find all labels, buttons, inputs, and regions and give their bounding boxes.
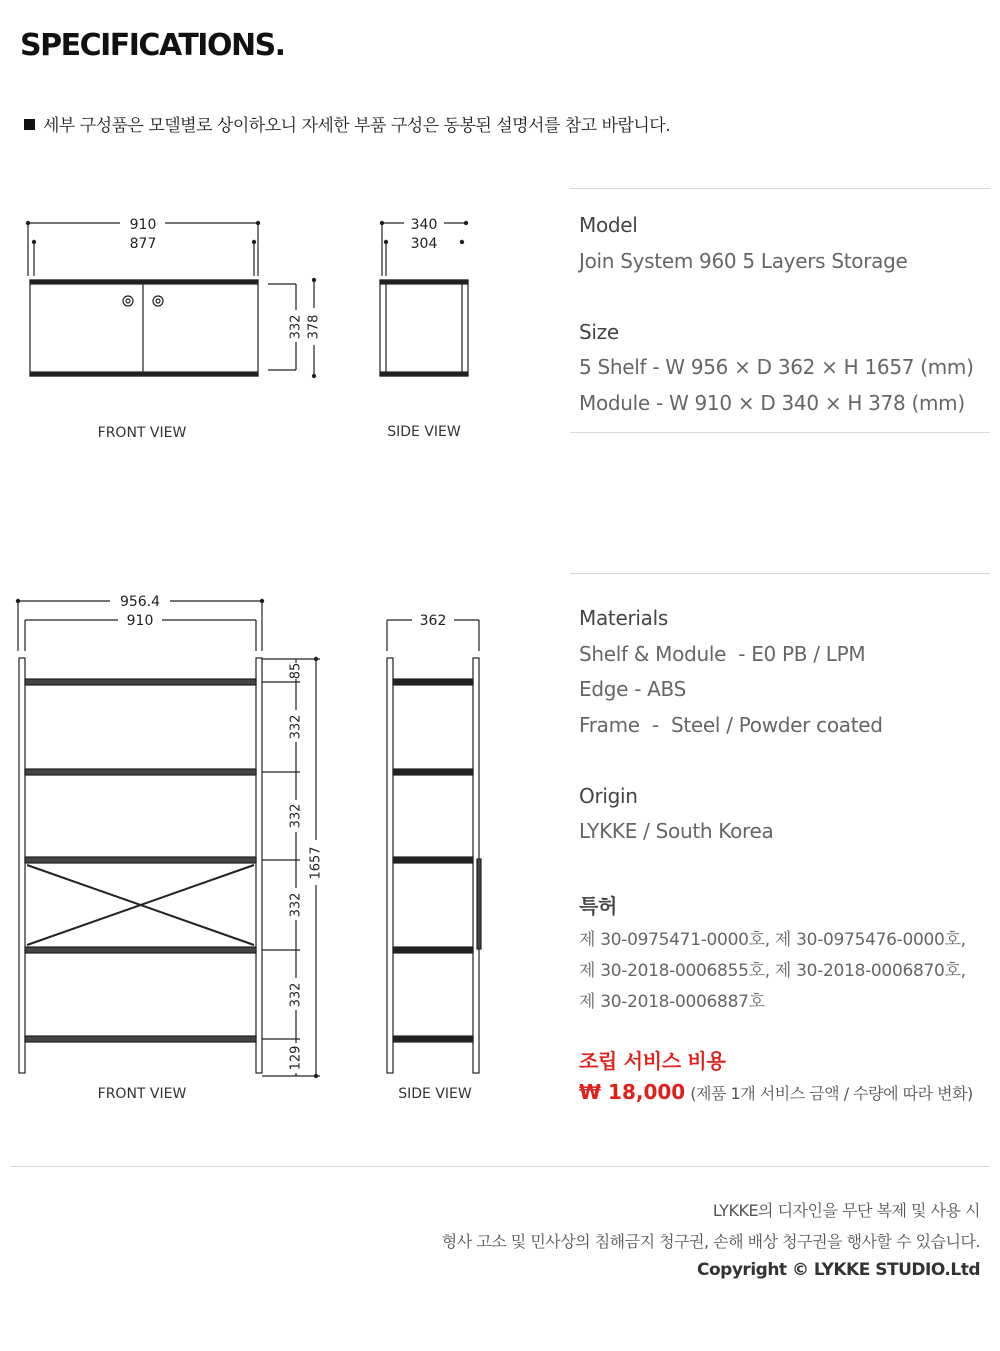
service-note: (제품 1개 서비스 금액 / 수량에 따라 변화) — [690, 1084, 973, 1103]
service-heading: 조립 서비스 비용 — [579, 1049, 726, 1073]
service-price-row — [579, 1080, 973, 1104]
dim-340: 340 — [410, 217, 438, 233]
dim-1657: 1657 — [308, 846, 324, 880]
dim-910: 910 — [126, 613, 154, 629]
dim-910: 910 — [129, 217, 157, 233]
model-heading: Model — [579, 213, 638, 237]
dim-956-4: 956.4 — [119, 594, 161, 610]
materials-line: Frame - Steel / Powder coated — [579, 713, 883, 737]
patent-line: 제 30-2018-0006855호, 제 30-2018-0006870호, — [579, 961, 966, 981]
gap-label: 332 — [288, 892, 304, 918]
patent-line: 제 30-2018-0006887호 — [579, 992, 765, 1012]
notice-text: 세부 구성품은 모델별로 상이하오니 자세한 부품 구성은 동봉된 설명서를 참고 바랍니다. — [43, 116, 671, 136]
shelf-drawing — [0, 585, 560, 1115]
patent-line: 제 30-0975471-0000호, 제 30-0975476-0000호, — [579, 930, 966, 950]
materials-line: Shelf & Module - E0 PB / LPM — [579, 642, 866, 666]
footer-line: 형사 고소 및 민사상의 침해금지 청구권, 손해 배상 청구권을 행사할 수 있습니다. — [441, 1232, 980, 1251]
divider — [570, 188, 990, 189]
bullet-square-icon — [24, 119, 35, 130]
gap-label: 332 — [288, 803, 304, 829]
dim-362: 362 — [419, 613, 447, 629]
divider — [570, 573, 990, 574]
origin-heading: Origin — [579, 784, 638, 808]
dim-877: 877 — [129, 236, 157, 252]
model-value: Join System 960 5 Layers Storage — [579, 249, 908, 273]
gap-label: 85 — [288, 662, 304, 680]
gap-label: 332 — [288, 982, 304, 1008]
size-heading: Size — [579, 320, 619, 344]
patent-heading: 특허 — [579, 894, 618, 918]
materials-heading: Materials — [579, 606, 668, 630]
size-line: 5 Shelf - W 956 × D 362 × H 1657 (mm) — [579, 355, 974, 379]
page-title: SPECIFICATIONS. — [20, 28, 285, 63]
size-line: Module - W 910 × D 340 × H 378 (mm) — [579, 391, 965, 415]
side-view-label: SIDE VIEW — [387, 424, 461, 440]
dim-304: 304 — [410, 236, 438, 252]
service-price: ₩ 18,000 — [579, 1080, 686, 1104]
gap-label: 332 — [288, 714, 304, 740]
front-view-label: FRONT VIEW — [97, 425, 187, 441]
gap-label: 129 — [288, 1045, 304, 1071]
front-view-label: FRONT VIEW — [97, 1086, 187, 1102]
dim-332: 332 — [288, 314, 304, 340]
footer-divider — [10, 1166, 990, 1167]
copyright: Copyright © LYKKE STUDIO.Ltd — [697, 1260, 980, 1280]
footer-line: LYKKE의 디자인을 무단 복제 및 사용 시 — [712, 1201, 980, 1220]
module-drawing — [0, 200, 560, 460]
materials-line: Edge - ABS — [579, 677, 687, 701]
side-view-label: SIDE VIEW — [398, 1086, 472, 1102]
divider — [570, 432, 990, 433]
dim-378: 378 — [306, 314, 322, 340]
origin-value: LYKKE / South Korea — [579, 819, 774, 843]
notice — [24, 111, 670, 136]
